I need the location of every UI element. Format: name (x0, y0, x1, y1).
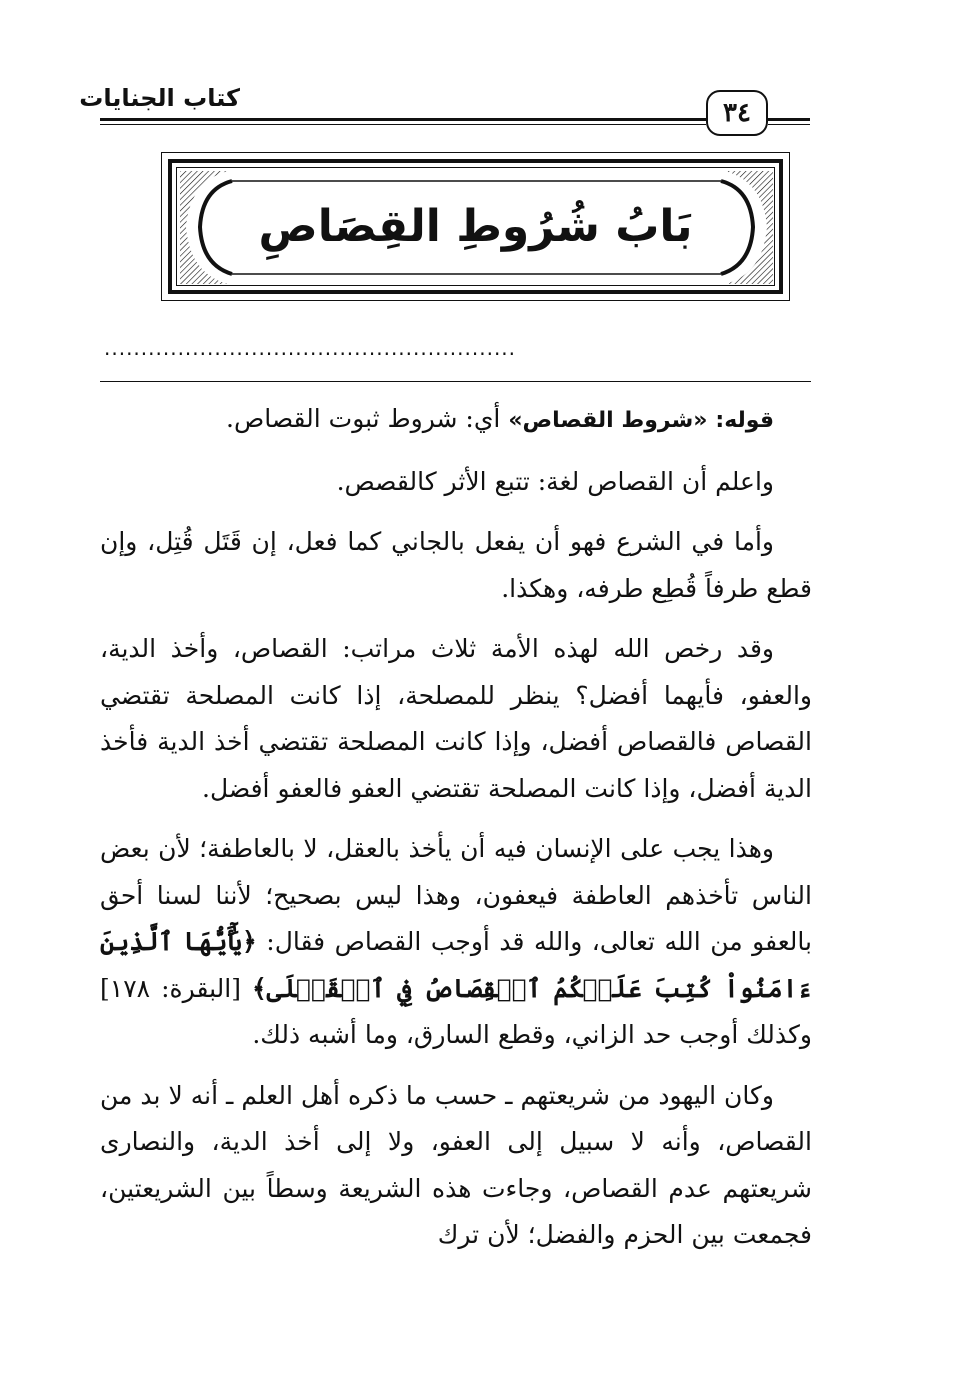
paragraph-text: وهذا يجب على الإنسان فيه أن يأخذ بالعقل، لا بالعاطفة؛ لأن بعض الناس تأخذهم العاطفة فيعفون، وهذا ليس بصحيح؛ لأننا لسنا أحق بالعفو من الله تعالى، والله قد أوجب القصاص فقال: (100, 834, 812, 956)
header-rule (100, 118, 706, 121)
paragraph (100, 626, 812, 812)
header-rule (100, 124, 706, 125)
paragraph (100, 519, 812, 612)
header-rule (768, 124, 810, 125)
paragraph (100, 1073, 812, 1259)
running-title: كتاب الجنايات (79, 84, 240, 112)
body-text (100, 396, 812, 1273)
page-number: ٣٤ (706, 90, 768, 136)
chapter-title: بَابُ شُرُوطِ القِصَاصِ (258, 200, 693, 252)
chapter-title-frame (161, 152, 790, 301)
text-separator-rule (100, 381, 811, 382)
header-rule (768, 118, 810, 121)
paragraph-text: وأما في الشرع فهو أن يفعل بالجاني كما فعل، إن قَتَل قُتِل، وإن قطع طرفاً قُطِع طرفه، وهكذا. (100, 527, 812, 603)
paragraph-text: واعلم أن القصاص لغة: تتبع الأثر كالقصص. (336, 466, 774, 496)
paragraph (100, 396, 812, 445)
dotted-separator: ........................................................ (104, 336, 517, 360)
paragraph (100, 826, 812, 1059)
verse-citation: [البقرة: ١٧٨] (100, 973, 253, 1003)
quoted-phrase: «شروط القصاص» (508, 408, 708, 433)
paragraph-text: وكان اليهود من شريعتهم ـ حسب ما ذكره أهل العلم ـ أنه لا بد من القصاص، وأنه لا سبيل إلى العفو، ولا إلى أخذ الدية، والنصارى شريعتهم عدم القصاص، وجاءت هذه الشريعة وسطاً بين الشريعتين، فجمعت بين الحزم والفضل؛ لأن ترك (100, 1080, 812, 1249)
lead-word: قوله: (715, 408, 774, 433)
paragraph-text: وكذلك أوجب حد الزاني، وقطع السارق، وما أشبه ذلك. (252, 1020, 812, 1049)
paragraph (100, 459, 812, 506)
paragraph-text: أي: شروط ثبوت القصاص. (226, 404, 509, 433)
quran-verse: ﴿يَٰٓأَيُّهَا ٱلَّذِينَ ءَامَنُواْ كُتِبَ عَلَيۡكُمُ ٱلۡقِصَاصُ فِي ٱلۡقَتۡلَى﴾ (100, 927, 812, 1003)
paragraph-text: وقد رخص الله لهذه الأمة ثلاث مراتب: القصاص، وأخذ الدية، والعفو، فأيهما أفضل؟ ينظر للمصلحة، إذا كانت المصلحة تقتضي القصاص فالقصاص أفضل، وإذا كانت المصلحة تقتضي أخذ الدية فأخذ الدية أفضل، وإذا كانت المصلحة تقتضي العفو فالعفو أفضل. (100, 634, 812, 803)
